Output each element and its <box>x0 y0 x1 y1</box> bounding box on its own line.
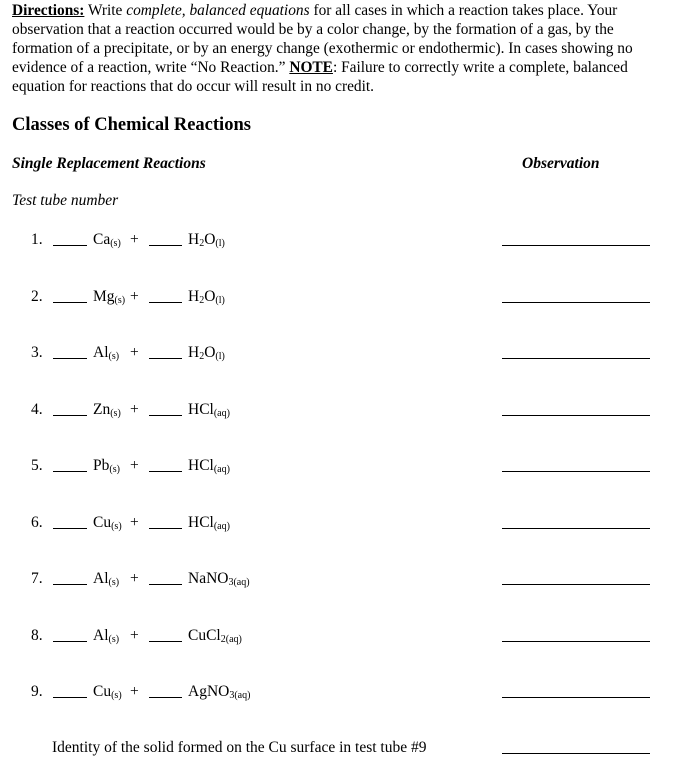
note-label: NOTE <box>289 59 333 76</box>
plus-sign: + <box>130 683 139 700</box>
coefficient-blank-1[interactable] <box>53 302 87 303</box>
reactant-1-formula: Cu <box>93 683 112 700</box>
identity-question: Identity of the solid formed on the Cu surface in test tube #9 <box>52 739 427 756</box>
test-tube-label: Test tube number <box>12 192 119 209</box>
plus-sign: + <box>130 457 139 474</box>
coefficient-blank-1[interactable] <box>53 697 87 698</box>
reactant-2-formula: HCl <box>188 514 214 531</box>
reactant-2-formula-rest: O <box>204 344 216 361</box>
observation-answer-line[interactable] <box>502 302 650 303</box>
directions-label: Directions: <box>12 2 85 19</box>
reactant-1-phase: (s) <box>108 577 120 588</box>
reactant-2 <box>188 683 250 701</box>
reactant-1-phase: (s) <box>110 238 121 249</box>
reaction-number: 4. <box>31 401 43 418</box>
reactant-2-subscript: 2 <box>220 634 226 645</box>
section-title: Classes of Chemical Reactions <box>12 115 251 135</box>
reaction-number: 5. <box>31 457 43 474</box>
observation-answer-line[interactable] <box>502 584 650 585</box>
reactant-2 <box>188 401 230 419</box>
reactant-2-phase: (aq) <box>213 464 230 475</box>
reactant-2-formula: CuCl <box>188 627 221 644</box>
reactant-1 <box>93 288 125 306</box>
reactant-1-formula: Al <box>93 344 109 361</box>
observation-answer-line[interactable] <box>502 641 650 642</box>
reactant-2-formula-rest: O <box>204 231 216 248</box>
reactant-2 <box>188 288 225 306</box>
reaction-number: 7. <box>31 570 43 587</box>
reactant-1-phase: (s) <box>114 295 126 306</box>
reactant-1-formula: Ca <box>93 231 111 248</box>
reactant-2-formula-rest: O <box>204 288 216 305</box>
coefficient-blank-2[interactable] <box>149 415 182 416</box>
plus-sign: + <box>130 288 139 305</box>
reactant-2-subscript: 2 <box>199 295 205 306</box>
plus-sign: + <box>130 231 139 248</box>
reactant-1-formula: Mg <box>93 288 115 305</box>
reactant-2-phase: (aq) <box>213 408 230 419</box>
plus-sign: + <box>130 344 139 361</box>
coefficient-blank-1[interactable] <box>53 528 87 529</box>
reactant-2-subscript: 2 <box>199 238 205 249</box>
reactant-2-subscript: 2 <box>199 351 205 362</box>
directions-paragraph <box>12 1 668 96</box>
coefficient-blank-1[interactable] <box>53 358 87 359</box>
coefficient-blank-2[interactable] <box>149 641 182 642</box>
coefficient-blank-2[interactable] <box>149 471 182 472</box>
observation-answer-line[interactable] <box>502 528 650 529</box>
reactant-2 <box>188 231 225 249</box>
reaction-row <box>0 627 680 651</box>
observation-answer-line[interactable] <box>502 358 650 359</box>
coefficient-blank-1[interactable] <box>53 245 87 246</box>
reactant-2-formula: HCl <box>188 457 214 474</box>
reactant-2-subscript: 3 <box>229 690 235 701</box>
directions-text-1: Write <box>84 2 127 19</box>
reactant-1-phase: (s) <box>110 408 121 419</box>
plus-sign: + <box>130 514 139 531</box>
reactant-1-formula: Cu <box>93 514 112 531</box>
coefficient-blank-1[interactable] <box>53 641 87 642</box>
identity-answer-line[interactable] <box>502 753 650 754</box>
plus-sign: + <box>130 401 139 418</box>
reactant-1-phase: (s) <box>108 351 120 362</box>
reaction-row <box>0 570 680 594</box>
coefficient-blank-1[interactable] <box>53 471 87 472</box>
reactant-1 <box>93 457 120 475</box>
reaction-row <box>0 683 680 707</box>
reactant-2-phase: (aq) <box>213 521 230 532</box>
reactant-2 <box>188 627 242 645</box>
directions-italic: complete, balanced equations <box>126 2 310 19</box>
reactant-2-phase: (l) <box>215 295 225 306</box>
reactant-1-phase: (s) <box>108 634 120 645</box>
observation-heading: Observation <box>522 155 600 172</box>
reactant-1-phase: (s) <box>111 521 122 532</box>
observation-answer-line[interactable] <box>502 471 650 472</box>
reactant-1 <box>93 627 119 645</box>
reactant-1 <box>93 570 119 588</box>
reaction-row <box>0 401 680 425</box>
reactant-1 <box>93 344 119 362</box>
reactant-2 <box>188 570 250 588</box>
reactant-1-phase: (s) <box>111 690 122 701</box>
reactant-1-formula: Al <box>93 570 109 587</box>
reactant-2-formula: H <box>188 231 200 248</box>
reaction-number: 8. <box>31 627 43 644</box>
reaction-number: 6. <box>31 514 43 531</box>
reactant-1-formula: Pb <box>93 457 110 474</box>
subsection-heading: Single Replacement Reactions <box>12 155 206 172</box>
reactant-2-formula: H <box>188 344 200 361</box>
coefficient-blank-1[interactable] <box>53 415 87 416</box>
observation-answer-line[interactable] <box>502 697 650 698</box>
reactant-2-formula: NaNO <box>188 570 229 587</box>
reaction-row <box>0 231 680 255</box>
coefficient-blank-2[interactable] <box>149 358 182 359</box>
reaction-number: 9. <box>31 683 43 700</box>
reaction-number: 3. <box>31 344 43 361</box>
reaction-row <box>0 344 680 368</box>
coefficient-blank-2[interactable] <box>149 697 182 698</box>
reaction-row <box>0 457 680 481</box>
reactant-2-subscript: 3 <box>228 577 234 588</box>
reactant-2-formula: AgNO <box>188 683 230 700</box>
reactant-2-phase: (l) <box>215 351 225 362</box>
reaction-row <box>0 288 680 312</box>
coefficient-blank-2[interactable] <box>149 528 182 529</box>
observation-answer-line[interactable] <box>502 415 650 416</box>
reactant-2-phase: (aq) <box>233 577 250 588</box>
reaction-row <box>0 514 680 538</box>
coefficient-blank-2[interactable] <box>149 245 182 246</box>
reactant-1 <box>93 683 122 701</box>
reaction-number: 1. <box>31 231 43 248</box>
coefficient-blank-2[interactable] <box>149 584 182 585</box>
reactant-2-phase: (aq) <box>225 634 242 645</box>
reactant-1 <box>93 514 122 532</box>
directions-text-3: : Failure to correctly write a complete, balanced equation for reactions that do occur will result in no credit. <box>12 59 628 95</box>
reactant-2 <box>188 514 230 532</box>
reactant-2-formula: HCl <box>188 401 214 418</box>
reaction-number: 2. <box>31 288 43 305</box>
reactant-1-formula: Zn <box>93 401 111 418</box>
coefficient-blank-1[interactable] <box>53 584 87 585</box>
reactant-1 <box>93 401 121 419</box>
reactant-1 <box>93 231 121 249</box>
reactant-2 <box>188 457 230 475</box>
directions-text-2: for all cases in which a reaction takes place. Your observation that a reaction occurred would be by a color change, by the formation of a gas, by the formation of a precipitate, or by an energy change (exothermic or endothermic). In cases showing no evidence of a reaction, write “No Reaction.” <box>12 2 633 76</box>
plus-sign: + <box>130 570 139 587</box>
plus-sign: + <box>130 627 139 644</box>
reactant-2-formula: H <box>188 288 200 305</box>
reactant-2-phase: (aq) <box>234 690 251 701</box>
reactant-1-phase: (s) <box>109 464 120 475</box>
reactant-2 <box>188 344 225 362</box>
reactant-2-phase: (l) <box>215 238 225 249</box>
observation-answer-line[interactable] <box>502 245 650 246</box>
coefficient-blank-2[interactable] <box>149 302 182 303</box>
reactant-1-formula: Al <box>93 627 109 644</box>
